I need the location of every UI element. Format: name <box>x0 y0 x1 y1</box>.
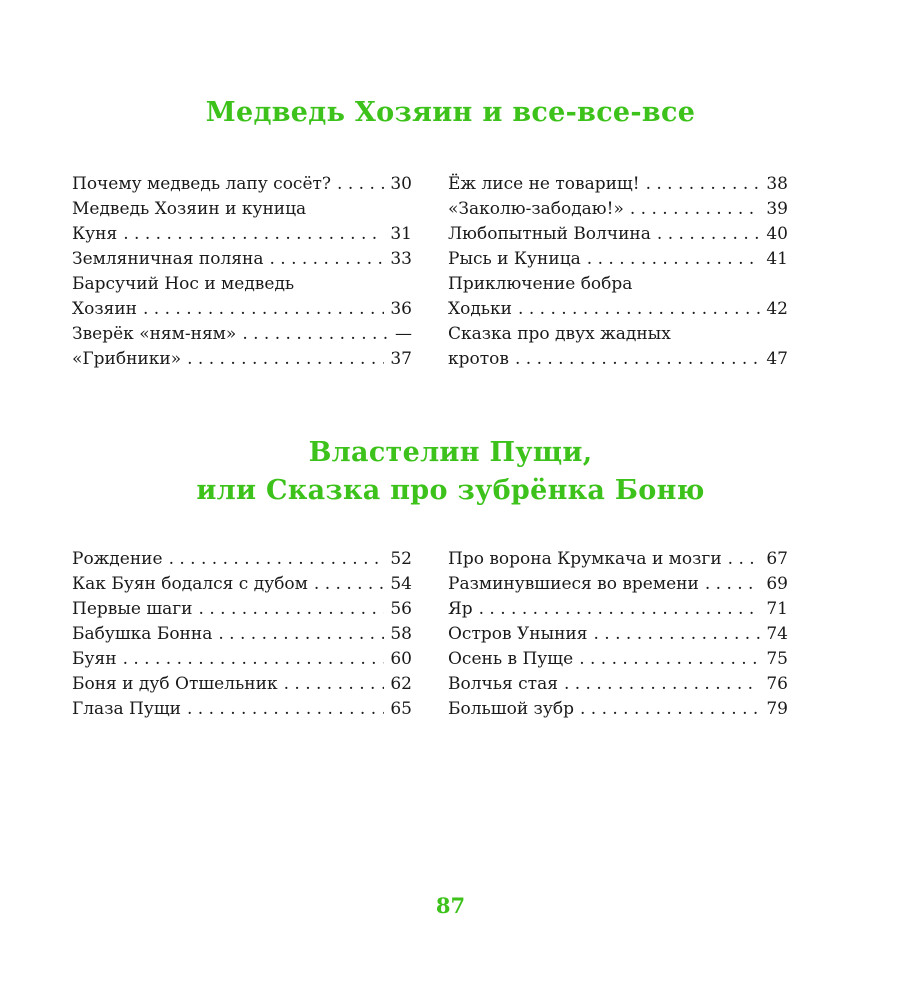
dot-leader <box>72 272 412 297</box>
toc-entry-title: Яр <box>448 599 479 619</box>
toc-entry-title: Буян <box>72 649 123 669</box>
toc-entry <box>448 572 788 597</box>
toc-entry <box>448 597 788 622</box>
toc-entry <box>448 222 788 247</box>
toc-entry-title: Куня <box>72 224 123 244</box>
toc-entry-title: Земляничная поляна <box>72 249 269 269</box>
toc-entry-page: 47 <box>760 347 788 372</box>
toc-entry-page: 67 <box>760 547 788 572</box>
toc-entry <box>72 197 412 222</box>
toc-entry-title: Зверёк «ням-ням» <box>72 324 242 344</box>
toc-entry-page: 76 <box>760 672 788 697</box>
dot-leader <box>448 272 788 297</box>
toc-entry-title: Приключение бобра <box>448 274 638 294</box>
toc-entry <box>448 297 788 322</box>
toc-entry-title: Про ворона Крумкача и мозги <box>448 549 728 569</box>
toc-entry-title: «Заколю-забодаю!» <box>448 199 630 219</box>
toc-entry-title: Первые шаги <box>72 599 199 619</box>
dot-leader <box>448 672 788 697</box>
dot-leader <box>72 222 412 247</box>
toc-entry-page: — <box>389 322 412 347</box>
toc-entry-title: Разминувшиеся во времени <box>448 574 705 594</box>
toc-entry-title: Ёж лисе не товарищ! <box>448 174 646 194</box>
toc-entry <box>72 572 412 597</box>
dot-leader <box>72 197 412 222</box>
dot-leader <box>448 597 788 622</box>
toc-entry <box>72 247 412 272</box>
toc-entry-title: Как Буян бодался с дубом <box>72 574 314 594</box>
dot-leader <box>448 322 788 347</box>
toc-entry-page: 41 <box>760 247 788 272</box>
toc-entry-page: 56 <box>384 597 412 622</box>
dot-leader <box>72 572 412 597</box>
toc-entry <box>448 622 788 647</box>
toc-entry-page: 54 <box>384 572 412 597</box>
toc-entry <box>72 322 412 347</box>
toc-entry <box>448 247 788 272</box>
toc-entry-title: кротов <box>448 349 515 369</box>
toc-entry <box>448 197 788 222</box>
toc-column-s1-right <box>448 172 788 372</box>
toc-entry-title: Любопытный Волчина <box>448 224 657 244</box>
toc-entry <box>72 272 412 297</box>
toc-entry-title: Почему медведь лапу сосёт? <box>72 174 337 194</box>
toc-entry-page: 31 <box>384 222 412 247</box>
dot-leader <box>448 547 788 572</box>
toc-entry-page: 65 <box>384 697 412 722</box>
toc-entry-page: 71 <box>760 597 788 622</box>
toc-entry-title: Остров Уныния <box>448 624 594 644</box>
toc-entry <box>448 322 788 347</box>
toc-entry-title: Барсучий Нос и медведь <box>72 274 300 294</box>
toc-entry-page: 40 <box>760 222 788 247</box>
toc-entry-page: 38 <box>760 172 788 197</box>
page-number: 87 <box>435 893 466 918</box>
dot-leader <box>72 697 412 722</box>
toc-entry <box>448 672 788 697</box>
toc-entry <box>448 697 788 722</box>
dot-leader <box>448 697 788 722</box>
toc-entry-page: 52 <box>384 547 412 572</box>
section-title-medved-hozyain: Медведь Хозяин и все-все-все <box>205 97 696 128</box>
toc-entry <box>72 297 412 322</box>
dot-leader <box>448 247 788 272</box>
toc-entry <box>448 547 788 572</box>
toc-entry <box>72 172 412 197</box>
toc-entry <box>72 672 412 697</box>
toc-entry-title: «Грибники» <box>72 349 187 369</box>
toc-entry <box>448 647 788 672</box>
toc-entry-page: 74 <box>760 622 788 647</box>
toc-entry-title: Ходьки <box>448 299 518 319</box>
toc-entry <box>448 272 788 297</box>
toc-entry-page: 39 <box>760 197 788 222</box>
toc-entry <box>72 547 412 572</box>
toc-column-s2-left <box>72 547 412 722</box>
dot-leader <box>448 172 788 197</box>
toc-entry-title: Боня и дуб Отшельник <box>72 674 284 694</box>
toc-entry-page: 33 <box>384 247 412 272</box>
toc-entry-page: 36 <box>384 297 412 322</box>
toc-entry-page: 42 <box>760 297 788 322</box>
toc-entry <box>448 172 788 197</box>
toc-entry-page: 30 <box>384 172 412 197</box>
dot-leader <box>72 672 412 697</box>
dot-leader <box>72 297 412 322</box>
toc-entry <box>72 622 412 647</box>
dot-leader <box>448 647 788 672</box>
section-title-vlastelin-line2: или Сказка про зубрёнка Боню <box>196 475 705 506</box>
toc-entry-title: Медведь Хозяин и куница <box>72 199 312 219</box>
toc-entry <box>72 347 412 372</box>
dot-leader <box>72 322 412 347</box>
toc-column-s1-left <box>72 172 412 372</box>
toc-entry-page: 79 <box>760 697 788 722</box>
dot-leader <box>448 347 788 372</box>
toc-entry-title: Волчья стая <box>448 674 564 694</box>
toc-column-s2-right <box>448 547 788 722</box>
dot-leader <box>72 347 412 372</box>
toc-entry-title: Глаза Пущи <box>72 699 187 719</box>
toc-entry-page: 69 <box>760 572 788 597</box>
toc-entry-title: Сказка про двух жадных <box>448 324 677 344</box>
section-title-vlastelin-line1: Властелин Пущи, <box>308 437 593 468</box>
dot-leader <box>72 247 412 272</box>
dot-leader <box>72 647 412 672</box>
toc-entry <box>72 697 412 722</box>
dot-leader <box>448 297 788 322</box>
dot-leader <box>448 222 788 247</box>
toc-entry <box>72 597 412 622</box>
dot-leader <box>448 572 788 597</box>
toc-entry-page: 58 <box>384 622 412 647</box>
dot-leader <box>448 197 788 222</box>
toc-entry <box>72 647 412 672</box>
toc-entry-title: Большой зубр <box>448 699 580 719</box>
toc-entry-page: 60 <box>384 647 412 672</box>
dot-leader <box>72 622 412 647</box>
toc-entry-page: 62 <box>384 672 412 697</box>
toc-entry-title: Бабушка Бонна <box>72 624 218 644</box>
dot-leader <box>72 547 412 572</box>
toc-entry <box>448 347 788 372</box>
toc-entry <box>72 222 412 247</box>
toc-entry-title: Рысь и Куница <box>448 249 587 269</box>
toc-entry-title: Рождение <box>72 549 169 569</box>
toc-entry-title: Осень в Пуще <box>448 649 579 669</box>
dot-leader <box>448 622 788 647</box>
toc-entry-page: 75 <box>760 647 788 672</box>
toc-entry-page: 37 <box>384 347 412 372</box>
dot-leader <box>72 597 412 622</box>
toc-entry-title: Хозяин <box>72 299 143 319</box>
dot-leader <box>72 172 412 197</box>
